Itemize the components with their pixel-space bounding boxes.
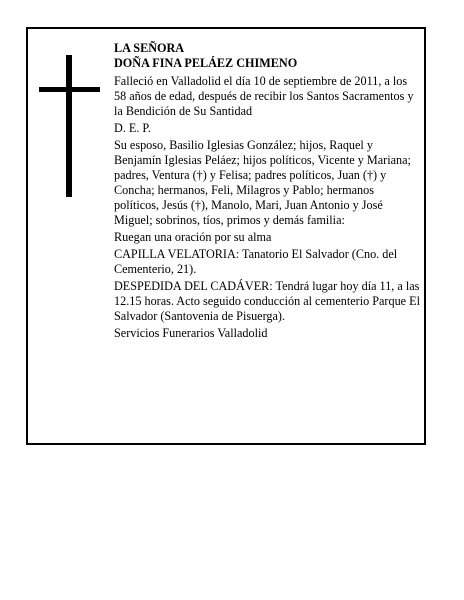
obituary-text (114, 41, 420, 343)
family-list: Su esposo, Basilio Iglesias González; hijos, Raquel y Benjamín Iglesias Peláez; hijos políticos, Vicente y Mariana; padres, Ventura (†) y Felisa; padres políticos, Juan (†) y Concha; hermanos, Feli, Milagros y Pablo; hermanos políticos, Jesús (†), Manolo, Mari, Juan Antonio y José Miguel; sobrinos, tíos, primos y demás familia: (114, 138, 411, 227)
notice-heading (114, 41, 420, 71)
obituary-notice (26, 27, 426, 445)
funeral-services: Servicios Funerarios Valladolid (114, 326, 268, 340)
farewell-info (114, 279, 420, 324)
farewell-text: Tendrá lugar hoy día 11, a las 12.15 horas. Acto seguido conducción al cementerio Parque El Salvador (Santovenia de Pisuerga). (114, 279, 420, 323)
heading-text: LA SEÑORA (114, 41, 185, 55)
cross-vertical-bar (66, 55, 72, 197)
chapel-info (114, 247, 420, 277)
prayer-request: Ruegan una oración por su alma (114, 230, 272, 244)
chapel-text: Tanatorio El Salvador (Cno. del Cementerio, 21). (114, 247, 398, 276)
deceased-name: DOÑA FINA PELÁEZ CHIMENO (114, 56, 298, 70)
farewell-label: DESPEDIDA DEL CADÁVER: (114, 279, 273, 293)
rip-line: D. E. P. (114, 121, 151, 135)
chapel-label: CAPILLA VELATORIA: (114, 247, 240, 261)
cross-horizontal-bar (39, 87, 100, 92)
death-info: Falleció en Valladolid el día 10 de septiembre de 2011, a los 58 años de edad, después de recibir los Santos Sacramentos y la Bendición de Su Santidad (114, 74, 414, 118)
